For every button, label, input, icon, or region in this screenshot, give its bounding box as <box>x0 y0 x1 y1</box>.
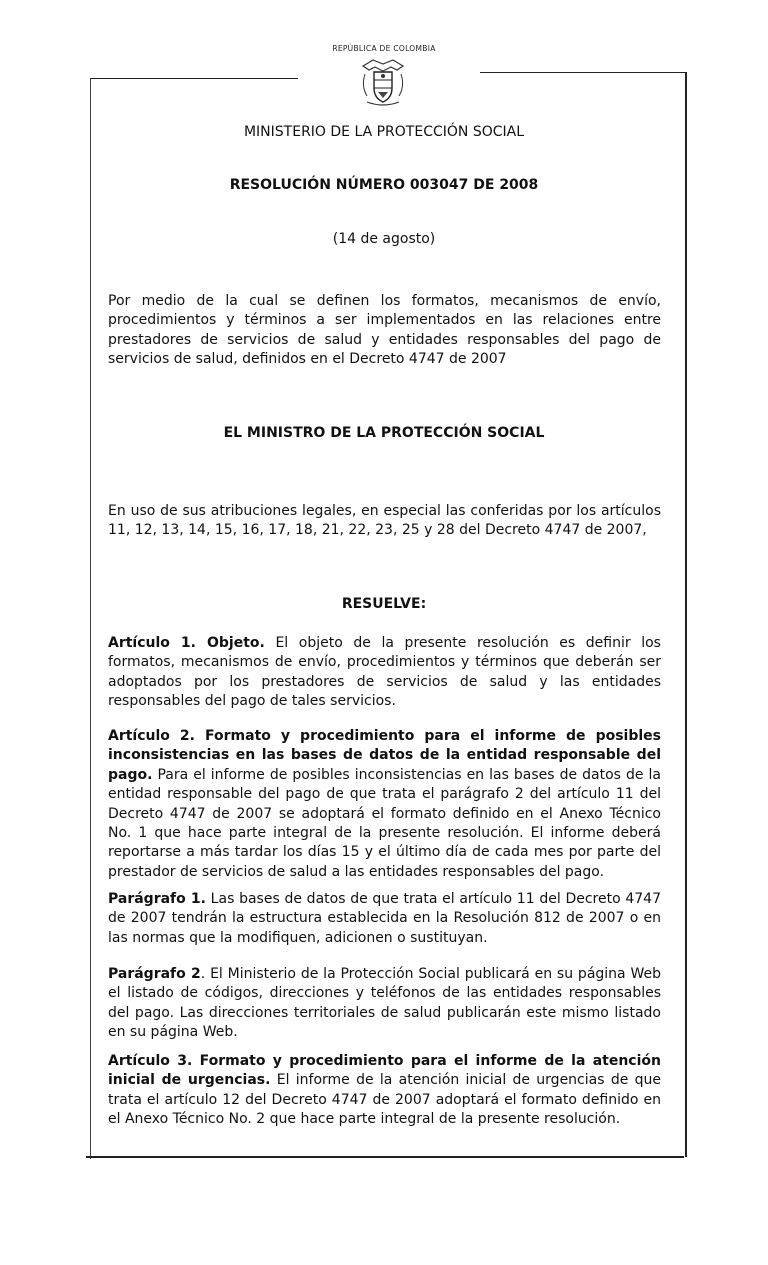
paragraph-2 <box>108 965 661 1043</box>
article-2-heading: Artículo 2. Formato y procedimiento para el informe de posibles inconsistencias en las bases de datos de la entidad responsable del pago. <box>108 728 661 783</box>
article-3-heading: Artículo 3. Formato y procedimiento para el informe de la atención inicial de urgencias. <box>108 1053 661 1089</box>
frame-top-right-rule <box>480 72 686 73</box>
paragraph-2-heading: Parágrafo 2 <box>108 966 201 982</box>
article-2 <box>108 727 661 882</box>
article-3 <box>108 1052 661 1130</box>
frame-bottom-rule <box>86 1156 684 1158</box>
republic-label: REPÚBLICA DE COLOMBIA <box>332 44 436 53</box>
coat-of-arms-icon <box>355 56 411 110</box>
intro-paragraph: Por medio de la cual se definen los formatos, mecanismos de envío, procedimientos y términos a ser implementados en las relaciones entre prestadores de servicios de salud y entidades responsables del pago de servicios de salud, definidos en el Decreto 4747 de 2007 <box>108 293 661 368</box>
article-2-body: Para el informe de posibles inconsistencias en las bases de datos de la entidad responsable del pago de que trata el parágrafo 2 del artículo 11 del Decreto 4747 de 2007 se adoptará el formato definido en el Anexo Técnico No. 1 que hace parte integral de la presente resolución. El informe deberá reportarse a más tardar los días 15 y el último día de cada mes por parte del prestador de servicios de salud a las entidades responsables del pago. <box>108 766 661 880</box>
ministry-title: MINISTERIO DE LA PROTECCIÓN SOCIAL <box>243 124 525 140</box>
paragraph-2-body: . El Ministerio de la Protección Social publicará en su página Web el listado de códigos, direcciones y teléfonos de las entidades responsables del pago. Las direcciones territoriales de salud publicarán este mismo listado en su página Web. <box>108 966 661 1041</box>
resolution-number: RESOLUCIÓN NÚMERO 003047 DE 2008 <box>229 177 539 193</box>
minister-heading: EL MINISTRO DE LA PROTECCIÓN SOCIAL <box>223 425 545 441</box>
legal-basis-paragraph: En uso de sus atribuciones legales, en especial las conferidas por los artículos 11, 12, 13, 14, 15, 16, 17, 18, 21, 22, 23, 25 y 28 del Decreto 4747 de 2007, <box>108 503 661 539</box>
frame-left-rule <box>90 79 91 1159</box>
resuelve-heading: RESUELVE: <box>341 596 427 612</box>
paragraph-1-heading: Parágrafo 1. <box>108 891 206 907</box>
article-1-heading: Artículo 1. Objeto. <box>108 635 265 651</box>
article-3-body: El informe de la atención inicial de urgencias de que trata el artículo 12 del Decreto 4747 de 2007 adoptará el formato definido en el Anexo Técnico No. 2 que hace parte integral de la presente resolución. <box>108 1072 661 1128</box>
paragraph-1 <box>108 890 661 948</box>
article-1-body: El objeto de la presente resolución es definir los formatos, mecanismos de envío, procedimientos y términos que deberán ser adoptados por los prestadores de servicios de salud y las entidades responsables del pago de tales servicios. <box>108 635 661 710</box>
frame-top-left-rule <box>90 78 298 79</box>
paragraph-1-body: Las bases de datos de que trata el artículo 11 del Decreto 4747 de 2007 tendrán la estructura establecida en la Resolución 812 de 2007 o en las normas que la modifiquen, adicionen o sustituyan. <box>108 891 661 946</box>
article-1 <box>108 634 661 712</box>
resolution-date: (14 de agosto) <box>332 231 436 247</box>
frame-right-rule <box>685 72 687 1157</box>
